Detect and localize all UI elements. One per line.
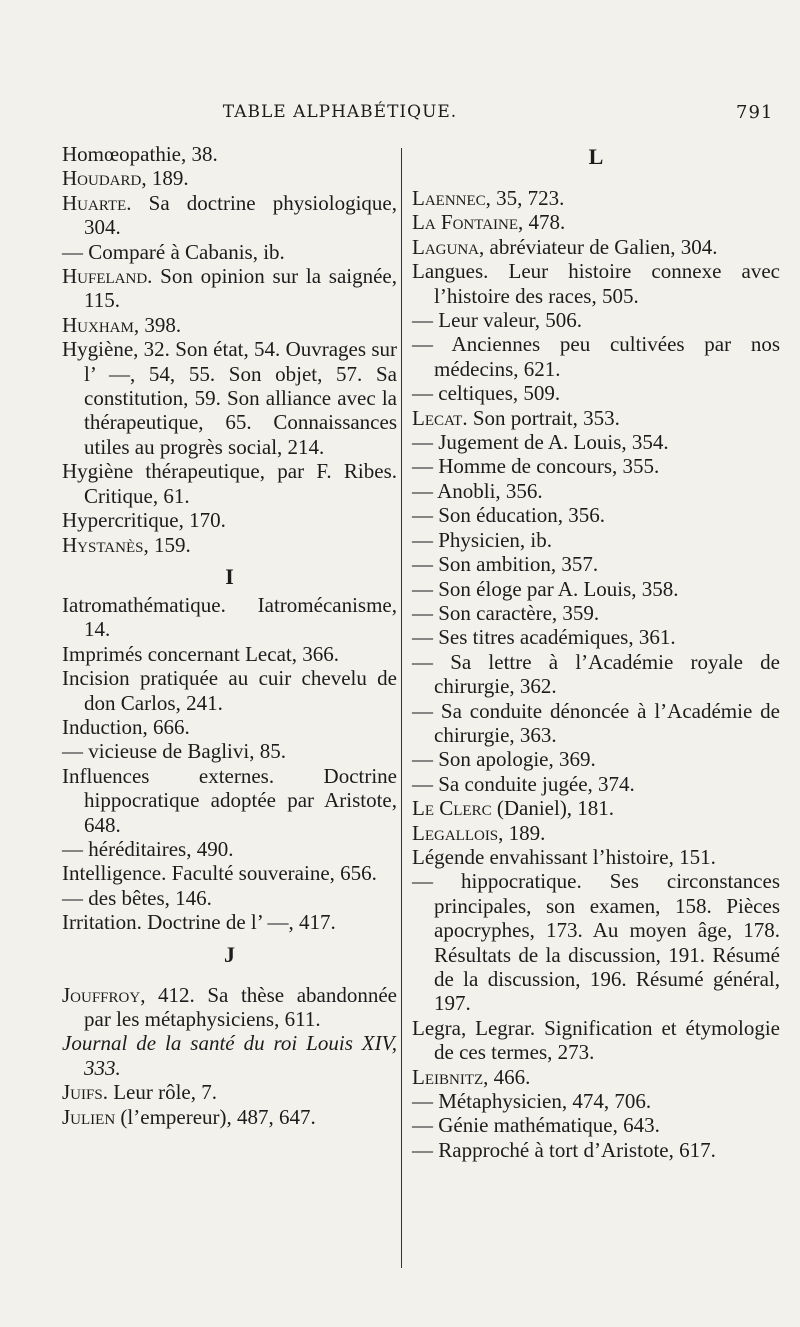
index-entry: Hygiène, 32. Son état, 54. Ouvrages sur l’ —, 54, 55. Son objet, 57. Sa constitution, 59. Son alliance avec la thérapeutique, 65. Connaissances utiles au progrès social, 214. — [62, 337, 397, 459]
index-entry: Le Clerc (Daniel), 181. — [412, 796, 615, 821]
column-divider — [401, 148, 402, 1268]
index-entry: — héréditaires, 490. — [62, 836, 234, 861]
index-entry: — celtiques, 509. — [412, 381, 561, 406]
index-entry: — Rapproché à tort d’Aristote, 617. — [412, 1137, 716, 1162]
index-entry: Julien (l’empereur), 487, 647. — [62, 1104, 316, 1129]
index-entry: — des bêtes, 146. — [62, 885, 212, 910]
index-entry: Juifs. Leur rôle, 7. — [62, 1080, 217, 1105]
index-entry: Hystanès, 159. — [62, 532, 191, 557]
left-column — [62, 142, 397, 1129]
index-entry: Jouffroy, 412. Sa thèse abandonnée par les métaphysiciens, 611. — [62, 982, 397, 1031]
index-entry: Huarte. Sa doctrine physiologique, 304. — [62, 190, 397, 240]
index-entry: — Son ambition, 357. — [412, 552, 599, 577]
index-entry: Légende envahissant l’histoire, 151. — [412, 844, 716, 869]
index-entry: — Anobli, 356. — [412, 478, 543, 503]
index-entry: Hygiène thérapeutique, par F. Ribes. Critique, 61. — [62, 459, 397, 508]
index-entry: — Sa conduite dénoncée à l’Académie de chirurgie, 363. — [412, 698, 780, 747]
index-entry: — Anciennes peu cultivées par nos médecins, 621. — [412, 332, 780, 381]
index-entry: Journal de la santé du roi Louis XIV, 333. — [62, 1031, 397, 1080]
index-entry: Leibnitz, 466. — [412, 1064, 531, 1089]
index-entry: — Son éloge par A. Louis, 358. — [412, 576, 679, 601]
index-entry: — Sa lettre à l’Académie royale de chirurgie, 362. — [412, 649, 780, 699]
index-entry: Huxham, 398. — [62, 312, 182, 337]
index-entry: Imprimés concernant Lecat, 366. — [62, 641, 339, 666]
index-entry: La Fontaine, 478. — [412, 210, 566, 235]
index-entry: Homœopathie, 38. — [62, 142, 218, 166]
index-entry: — Son caractère, 359. — [412, 600, 600, 625]
index-entry: Langues. Leur histoire connexe avec l’histoire des races, 505. — [412, 259, 780, 308]
index-entry: — Son éducation, 356. — [412, 503, 606, 528]
index-entry: — Comparé à Cabanis, ib. — [62, 239, 285, 264]
right-column — [412, 142, 780, 1162]
index-entry: Laguna, abréviateur de Galien, 304. — [412, 234, 718, 259]
page-header — [0, 102, 800, 132]
index-entry: — Homme de concours, 355. — [412, 454, 660, 479]
index-entry: Houdard, 189. — [62, 166, 189, 191]
index-entry: — Leur valeur, 506. — [412, 308, 583, 333]
index-entry: — Ses titres académiques, 361. — [412, 625, 676, 650]
index-entry: Legra, Legrar. Signification et étymologie de ces termes, 273. — [412, 1015, 780, 1065]
index-entry: Hypercritique, 170. — [62, 508, 226, 533]
index-entry: — Son apologie, 369. — [412, 747, 596, 772]
index-entry: Laennec, 35, 723. — [412, 186, 565, 210]
index-entry: Induction, 666. — [62, 714, 190, 739]
section-letter-l: L — [588, 144, 604, 169]
index-entry: Influences externes. Doctrine hippocratique adoptée par Aristote, 648. — [62, 763, 397, 837]
index-entry: Legallois, 189. — [412, 820, 546, 845]
index-entry: — Métaphysicien, 474, 706. — [412, 1089, 652, 1114]
page-number: 791 — [736, 102, 774, 123]
index-entry: — vicieuse de Baglivi, 85. — [62, 739, 286, 764]
index-entry: — Sa conduite jugée, 374. — [412, 771, 635, 796]
index-entry: Lecat. Son portrait, 353. — [412, 405, 620, 430]
index-entry: — hippocratique. Ses circonstances principales, son examen, 158. Pièces apocryphes, 173. Au moyen âge, 178. Résultats de la discussion, 191. Résumé de la discussion, 196. Résumé général, 197. — [412, 869, 780, 1016]
index-entry: — Génie mathématique, 643. — [412, 1113, 660, 1138]
section-letter-j: J — [224, 941, 235, 967]
index-entry: Irritation. Doctrine de l’ —, 417. — [62, 910, 336, 935]
running-title: TABLE ALPHABÉTIQUE. — [222, 102, 458, 122]
index-entry: Intelligence. Faculté souveraine, 656. — [62, 861, 377, 886]
index-entry: Iatromathématique. Iatromécanisme, 14. — [62, 592, 397, 642]
index-entry: — Physicien, ib. — [412, 527, 552, 552]
section-letter-i: I — [225, 563, 234, 589]
index-entry: Hufeland. Son opinion sur la saignée, 115. — [62, 264, 397, 313]
index-entry: — Jugement de A. Louis, 354. — [412, 430, 669, 455]
index-entry: Incision pratiquée au cuir chevelu de don Carlos, 241. — [62, 666, 397, 715]
